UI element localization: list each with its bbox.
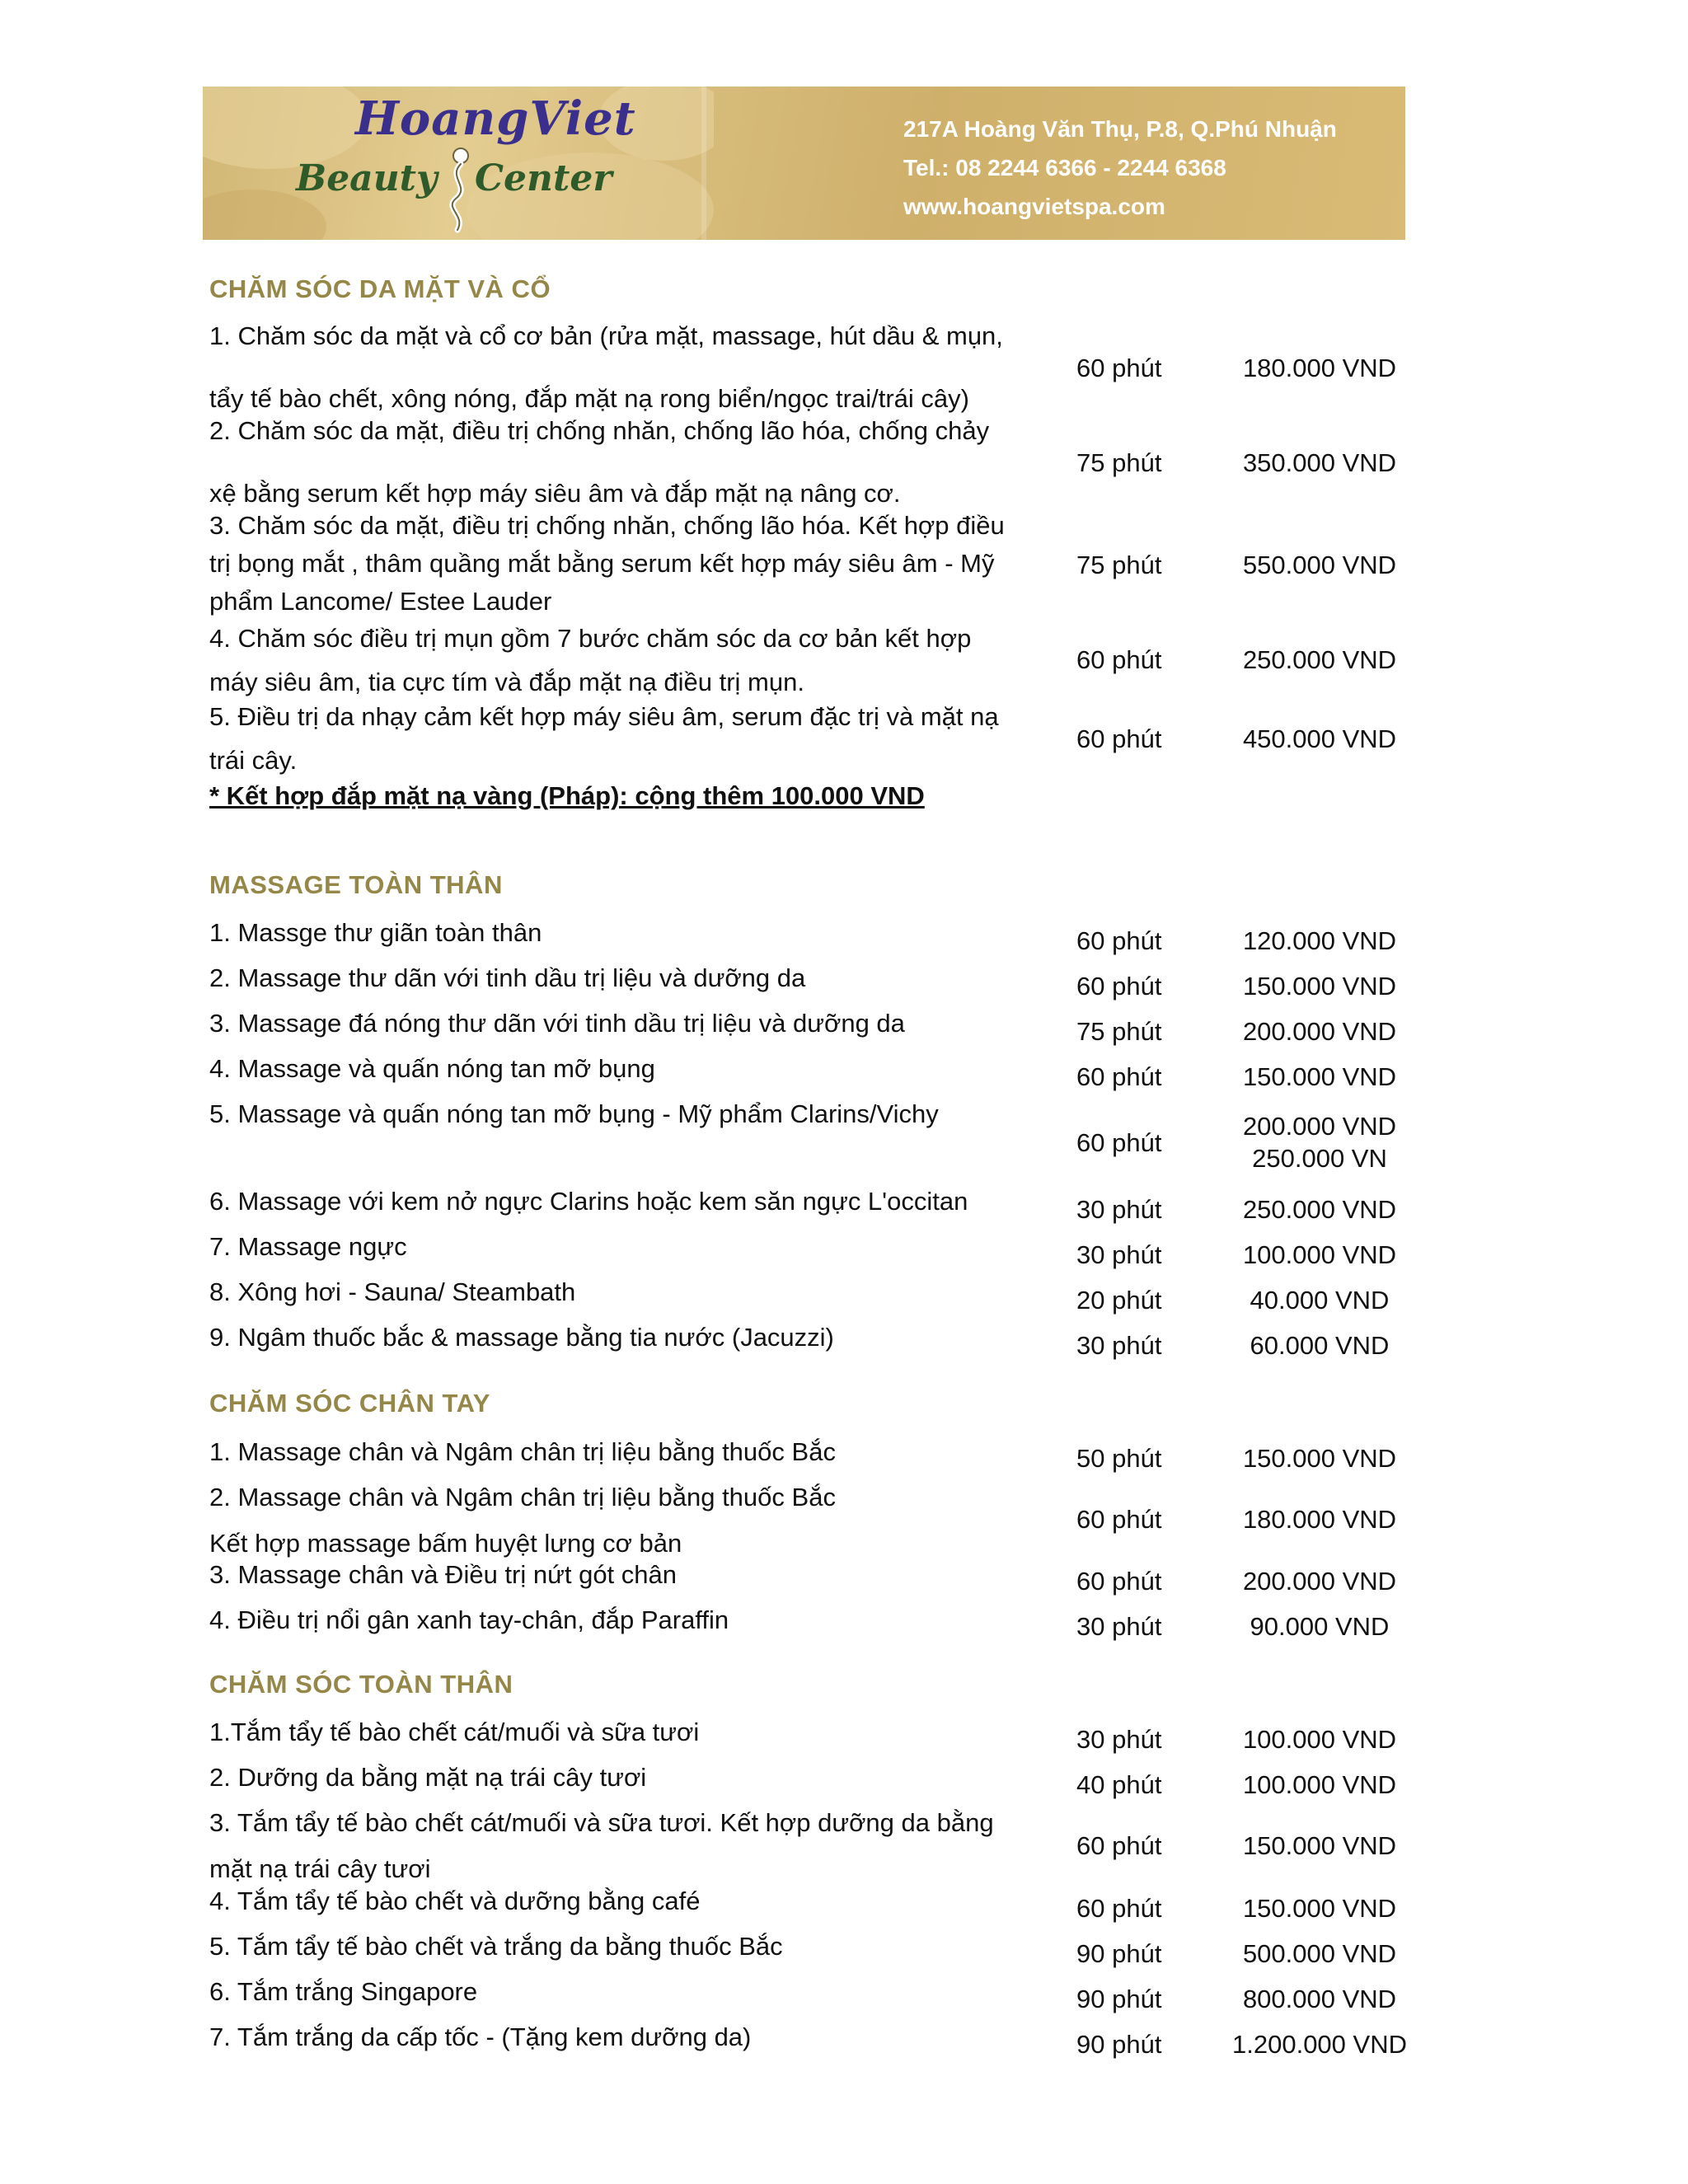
price-text: 150.000 VND — [1242, 972, 1397, 1001]
item-line: xệ bằng serum kết hợp máy siêu âm và đắp mặt nạ nâng cơ. — [209, 479, 901, 508]
price-text: 100.000 VND — [1242, 1240, 1397, 1269]
service-item-description: 6. Tắm trắng Singapore — [209, 1977, 478, 2006]
item-line: 2. Massage chân và Ngâm chân trị liệu bằng thuốc Bắc — [209, 1483, 836, 1511]
item-line: tẩy tế bào chết, xông nóng, đắp mặt nạ rong biển/ngọc trai/trái cây) — [209, 384, 969, 413]
service-item-description: 3. Massage chân và Điều trị nứt gót chân — [209, 1560, 678, 1589]
duration-text: 60 phút — [1076, 724, 1162, 753]
duration-text: 75 phút — [1076, 1017, 1162, 1046]
price-text: 180.000 VND — [1242, 1505, 1397, 1534]
logo-center: Center — [475, 157, 612, 199]
price-text: 150.000 VND — [1242, 1062, 1397, 1091]
service-item-description — [209, 623, 1034, 698]
price-text: 100.000 VND — [1242, 1770, 1397, 1799]
price-text: 350.000 VND — [1242, 448, 1397, 477]
price-text: 40.000 VND — [1250, 1286, 1390, 1315]
service-item-description: 4. Massage và quấn nóng tan mỡ bụng — [209, 1054, 655, 1083]
price-text: 150.000 VND — [1242, 1831, 1397, 1860]
service-item-description: 4. Tắm tẩy tế bào chết và dưỡng bằng café — [209, 1886, 701, 1915]
duration-text: 30 phút — [1076, 1612, 1162, 1641]
item-line: trị bọng mắt , thâm quầng mắt bằng serum kết hợp máy siêu âm - Mỹ — [209, 549, 995, 578]
item-line: 4. Chăm sóc điều trị mụn gồm 7 bước chăm sóc da cơ bản kết hợp — [209, 624, 972, 653]
service-item-description: 8. Xông hơi - Sauna/ Steambath — [209, 1277, 576, 1306]
phone-text: Tel.: 08 2244 6366 - 2244 6368 — [903, 155, 1226, 180]
item-line: 1. Chăm sóc da mặt và cổ cơ bản (rửa mặt, massage, hút dầu & mụn, — [209, 321, 1003, 350]
duration-text: 90 phút — [1076, 1939, 1162, 1968]
service-item-description: 1. Massge thư giãn toàn thân — [209, 918, 542, 947]
duration-text: 60 phút — [1076, 1894, 1162, 1923]
duration-text: 60 phút — [1076, 972, 1162, 1001]
service-item-description: 2. Dưỡng da bằng mặt nạ trái cây tươi — [209, 1763, 647, 1792]
service-item-description: 4. Điều trị nổi gân xanh tay-chân, đắp Paraffin — [209, 1605, 729, 1634]
service-item-description: 6. Massage với kem nở ngực Clarins hoặc kem săn ngực L'occitan — [209, 1187, 968, 1216]
duration-text: 75 phút — [1076, 448, 1162, 477]
duration-text: 75 phút — [1076, 551, 1162, 579]
price-text: 200.000 VND — [1242, 1017, 1397, 1046]
service-item-description — [209, 701, 1034, 776]
price-text: 90.000 VND — [1250, 1612, 1390, 1641]
service-item-description — [209, 415, 1034, 509]
price-text: 200.000 VND — [1242, 1567, 1397, 1596]
service-item-description: 2. Massage thư dãn với tinh dầu trị liệu và dưỡng da — [209, 963, 806, 992]
item-line: phẩm Lancome/ Estee Lauder — [209, 587, 552, 616]
service-item-description — [209, 321, 1034, 415]
duration-text: 90 phút — [1076, 2030, 1162, 2059]
woman-figure-icon — [438, 144, 479, 235]
price-text: 550.000 VND — [1242, 551, 1397, 579]
service-item-description: 5. Tắm tẩy tế bào chết và trắng da bằng thuốc Bắc — [209, 1932, 783, 1961]
price-text: 150.000 VND — [1242, 1444, 1397, 1473]
duration-text: 60 phút — [1076, 1831, 1162, 1860]
price-text: 200.000 VND — [1242, 1112, 1397, 1141]
price-text: 150.000 VND — [1242, 1894, 1397, 1923]
section-title-facial: CHĂM SÓC DA MẶT VÀ CỔ — [209, 274, 551, 303]
section-title-body-care: CHĂM SÓC TOÀN THÂN — [209, 1670, 513, 1699]
duration-text: 60 phút — [1076, 645, 1162, 674]
price-text: 180.000 VND — [1242, 354, 1397, 382]
banner-divider — [701, 87, 706, 240]
price-text: 250.000 VND — [1242, 645, 1397, 674]
duration-text: 60 phút — [1076, 354, 1162, 382]
price-text: 60.000 VND — [1250, 1331, 1390, 1360]
address-text: 217A Hoàng Văn Thụ, P.8, Q.Phú Nhuận — [903, 116, 1337, 142]
duration-text: 50 phút — [1076, 1444, 1162, 1473]
item-line: 2. Chăm sóc da mặt, điều trị chống nhăn, chống lão hóa, chống chảy — [209, 416, 990, 445]
header-banner — [203, 87, 1405, 240]
gold-mask-note: * Kết hợp đắp mặt nạ vàng (Pháp): cộng thêm 100.000 VND — [209, 781, 925, 810]
duration-text: 30 phút — [1076, 1725, 1162, 1754]
section-title-massage: MASSAGE TOÀN THÂN — [209, 870, 503, 899]
duration-text: 20 phút — [1076, 1286, 1162, 1315]
duration-text: 60 phút — [1076, 1505, 1162, 1534]
duration-text: 30 phút — [1076, 1195, 1162, 1224]
service-item-description: 5. Massage và quấn nóng tan mỡ bụng - Mỹ phẩm Clarins/Vichy — [209, 1099, 939, 1128]
price-text: 100.000 VND — [1242, 1725, 1397, 1754]
duration-text: 60 phút — [1076, 1062, 1162, 1091]
item-line: mặt nạ trái cây tươi — [209, 1854, 431, 1883]
price-text: 1.200.000 VND — [1232, 2030, 1407, 2059]
price-text: 800.000 VND — [1242, 1985, 1397, 2013]
item-line: 3. Tắm tẩy tế bào chết cát/muối và sữa tươi. Kết hợp dưỡng da bằng — [209, 1808, 994, 1837]
duration-text: 60 phút — [1076, 1128, 1162, 1157]
price-text: 500.000 VND — [1242, 1939, 1397, 1968]
item-line: 5. Điều trị da nhạy cảm kết hợp máy siêu âm, serum đặc trị và mặt nạ — [209, 702, 999, 731]
service-item-description: 1.Tắm tẩy tế bào chết cát/muối và sữa tươi — [209, 1718, 700, 1746]
price-text: 450.000 VND — [1242, 724, 1397, 753]
logo-hoangviet: HoangViet — [355, 91, 636, 146]
website-link[interactable]: www.hoangvietspa.com — [903, 194, 1165, 219]
service-item-description: 1. Massage chân và Ngâm chân trị liệu bằng thuốc Bắc — [209, 1437, 836, 1466]
service-item-description: 7. Massage ngực — [209, 1232, 407, 1261]
item-line: Kết hợp massage bấm huyệt lưng cơ bản — [209, 1529, 682, 1558]
logo-beauty: Beauty — [296, 157, 438, 199]
duration-text: 60 phút — [1076, 1567, 1162, 1596]
duration-text: 30 phút — [1076, 1331, 1162, 1360]
item-line: máy siêu âm, tia cực tím và đắp mặt nạ điều trị mụn. — [209, 668, 804, 696]
duration-text: 60 phút — [1076, 926, 1162, 955]
service-item-description: 7. Tắm trắng da cấp tốc - (Tặng kem dưỡng da) — [209, 2022, 752, 2051]
item-line: 3. Chăm sóc da mặt, điều trị chống nhăn, chống lão hóa. Kết hợp điều — [209, 511, 1005, 540]
service-item-description: 3. Massage đá nóng thư dãn với tinh dầu trị liệu và dưỡng da — [209, 1009, 905, 1038]
service-item-description — [209, 1807, 1034, 1885]
price-text: 250.000 VN — [1252, 1144, 1387, 1173]
section-title-hands-feet: CHĂM SÓC CHÂN TAY — [209, 1389, 490, 1418]
price-text: 120.000 VND — [1242, 926, 1397, 955]
duration-text: 90 phút — [1076, 1985, 1162, 2013]
duration-text: 40 phút — [1076, 1770, 1162, 1799]
duration-text: 30 phút — [1076, 1240, 1162, 1269]
service-item-description — [209, 1482, 1034, 1559]
service-item-description: 9. Ngâm thuốc bắc & massage bằng tia nước (Jacuzzi) — [209, 1323, 834, 1352]
service-item-description — [209, 510, 1034, 617]
item-line: trái cây. — [209, 746, 298, 775]
price-text: 250.000 VND — [1242, 1195, 1397, 1224]
